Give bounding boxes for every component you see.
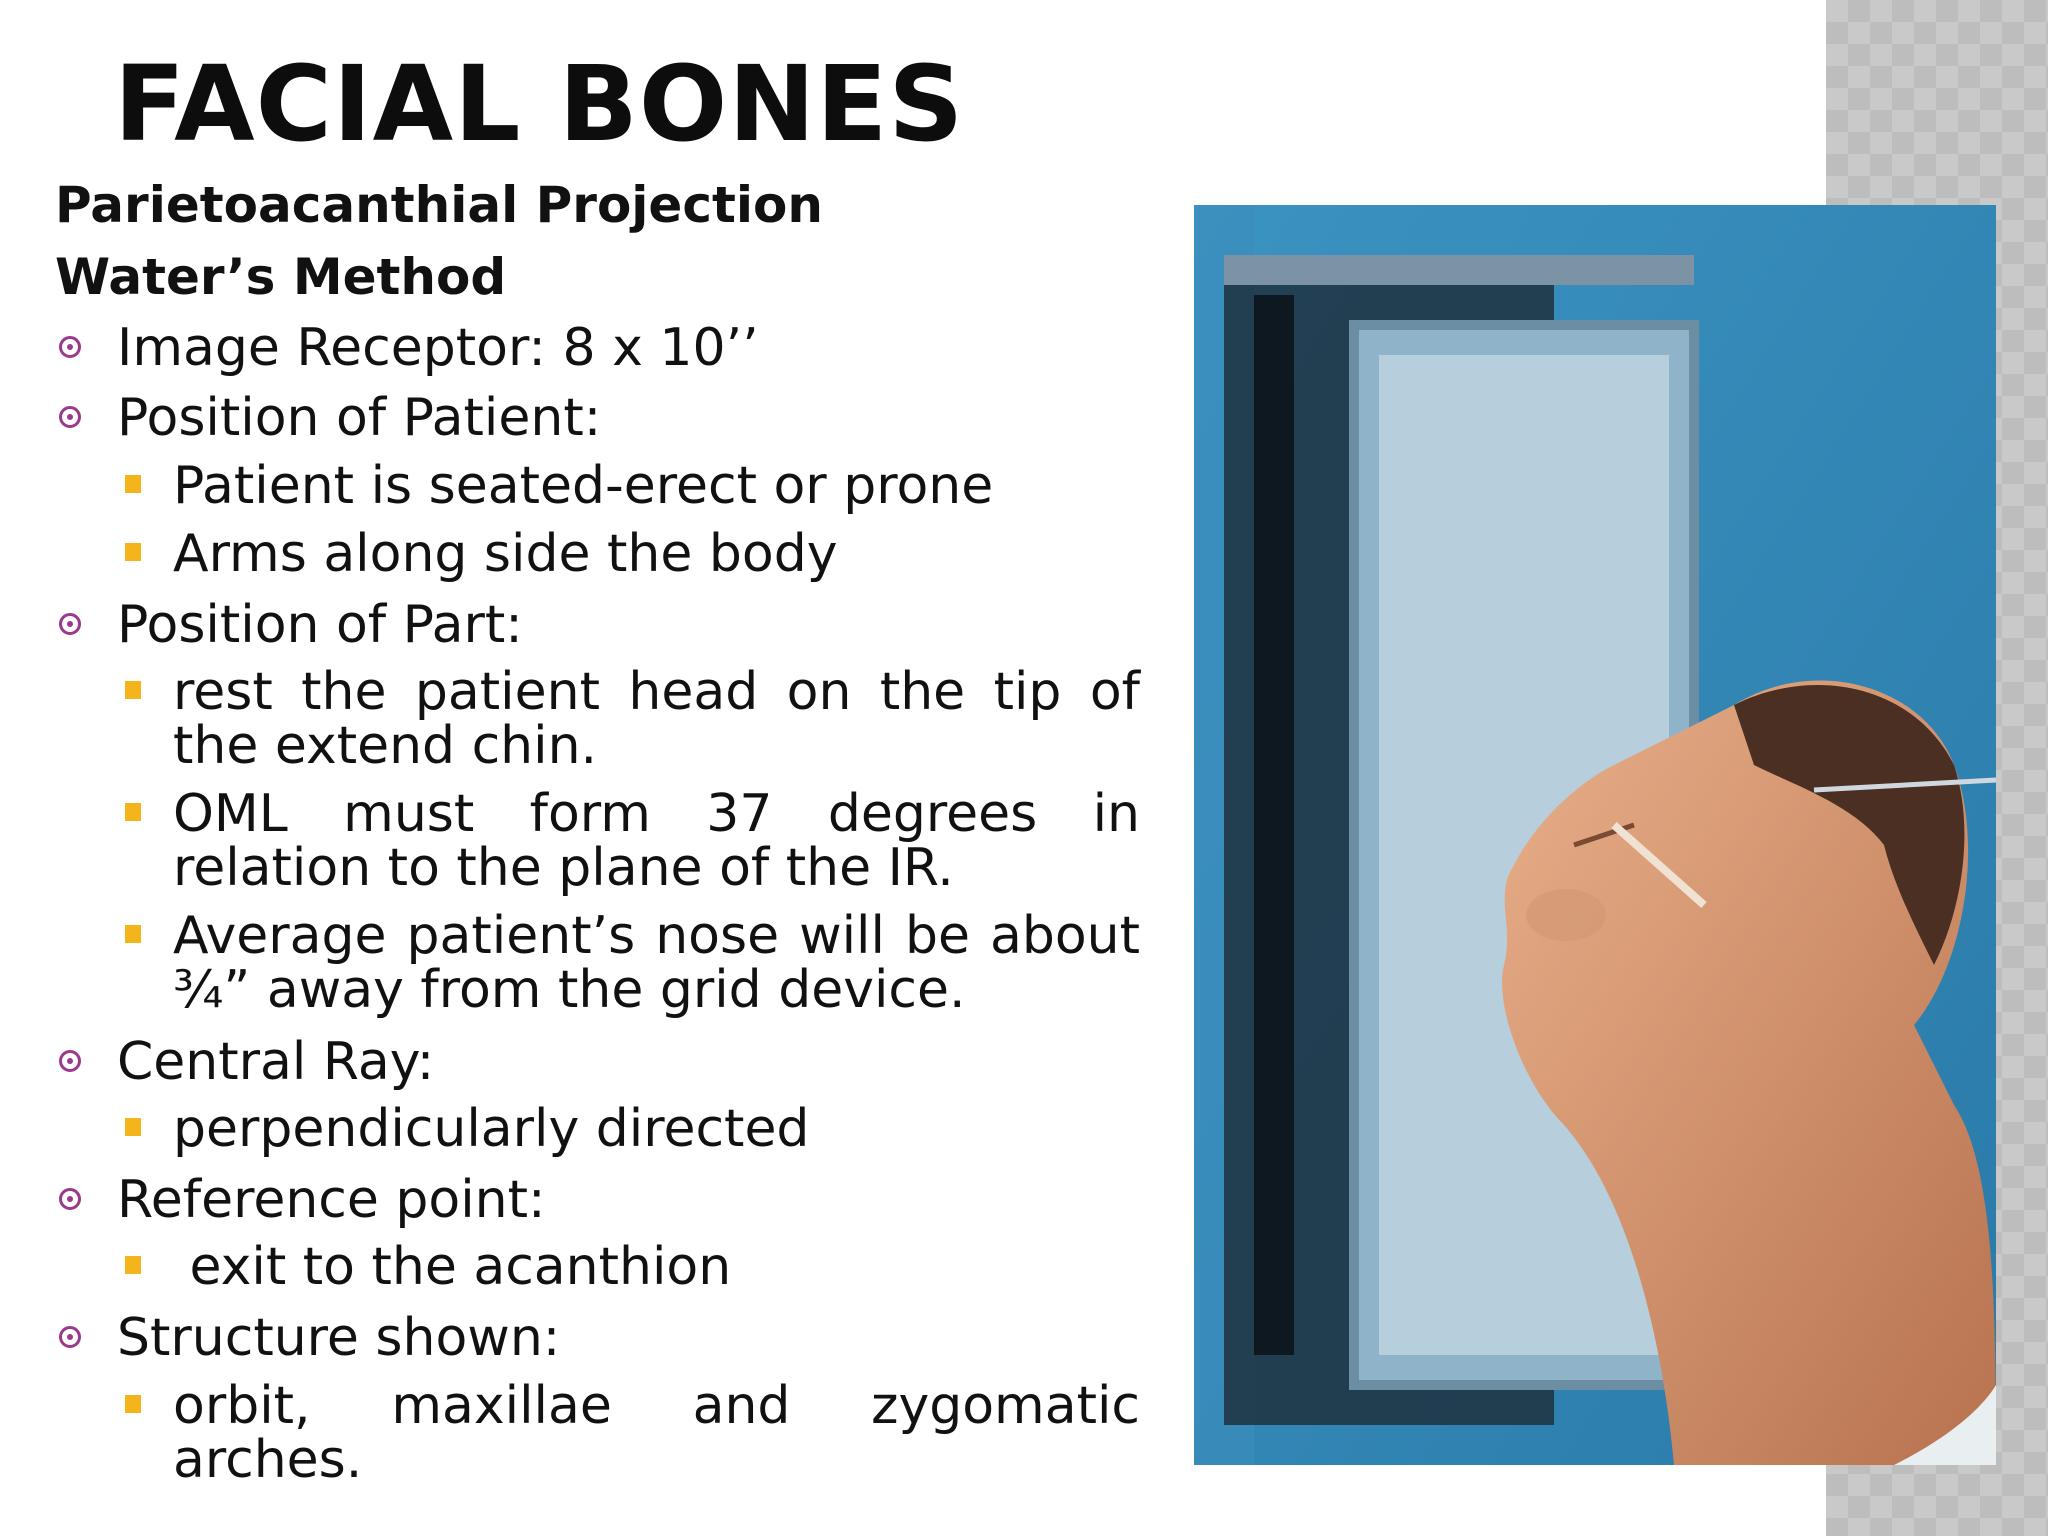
- slide-title: FACIAL BONES: [114, 43, 965, 165]
- ring-dot-bullet-icon: [59, 336, 81, 358]
- square-bullet-icon: [125, 681, 141, 699]
- square-bullet-icon: [125, 475, 141, 493]
- bullet-text: Position of Patient:: [117, 388, 602, 449]
- bullet-text: Image Receptor: 8 x 10’’: [117, 318, 759, 378]
- ring-dot-bullet-icon: [59, 1188, 81, 1210]
- square-bullet-icon: [125, 1256, 141, 1274]
- sub-bullet-text: Arms along side the body: [173, 523, 838, 584]
- ring-dot-bullet-icon: [59, 1050, 81, 1072]
- subtitle-projection: Parietoacanthial Projection: [55, 176, 823, 234]
- square-bullet-icon: [125, 1395, 141, 1413]
- bullet-position-of-patient: [55, 388, 1140, 448]
- sub-bullet-text: Patient is seated-erect or prone: [173, 455, 994, 516]
- bullet-text: Reference point:: [117, 1169, 546, 1230]
- square-bullet-icon: [125, 543, 141, 561]
- sub-bullet: [117, 906, 1140, 1021]
- bullet-image-receptor: [55, 318, 1140, 378]
- bullet-structure-shown: [55, 1308, 1140, 1368]
- ring-dot-bullet-icon: [59, 1326, 81, 1348]
- sub-bullet: [117, 1098, 1140, 1159]
- sub-bullet: [117, 784, 1140, 899]
- sub-bullet: [117, 1375, 1140, 1490]
- sub-bullet: [117, 523, 1140, 584]
- sub-bullet-text: OML must form 37 degrees in relation to the plane of the IR.: [173, 784, 1140, 899]
- square-bullet-icon: [125, 925, 141, 943]
- sub-bullet-text: Average patient’s nose will be about ¾” away from the grid device.: [173, 906, 1140, 1021]
- bullet-text: Structure shown:: [117, 1308, 561, 1369]
- patient-positioning-photo: [1194, 205, 1996, 1465]
- subtitle-method: Water’s Method: [55, 248, 507, 306]
- bullet-central-ray: [55, 1032, 1140, 1092]
- square-bullet-icon: [125, 803, 141, 821]
- sub-bullet: [117, 1237, 1140, 1298]
- bullet-position-of-part: [55, 595, 1140, 655]
- bullet-text: Central Ray:: [117, 1031, 435, 1092]
- ring-dot-bullet-icon: [59, 613, 81, 635]
- bullet-reference-point: [55, 1170, 1140, 1230]
- sub-bullet-text: perpendicularly directed: [173, 1098, 810, 1159]
- square-bullet-icon: [125, 1118, 141, 1136]
- sub-bullet-text: exit to the acanthion: [173, 1237, 732, 1298]
- sub-bullet-text: orbit, maxillae and zygomatic arches.: [173, 1375, 1140, 1490]
- sub-bullet: [117, 662, 1140, 777]
- bullet-text: Position of Part:: [117, 594, 523, 655]
- bullet-list: [55, 318, 1140, 1501]
- photo-illustration: [1194, 205, 1996, 1465]
- sub-bullet-text: rest the patient head on the tip of the extend chin.: [173, 662, 1140, 777]
- ring-dot-bullet-icon: [59, 406, 81, 428]
- sub-bullet: [117, 455, 1140, 516]
